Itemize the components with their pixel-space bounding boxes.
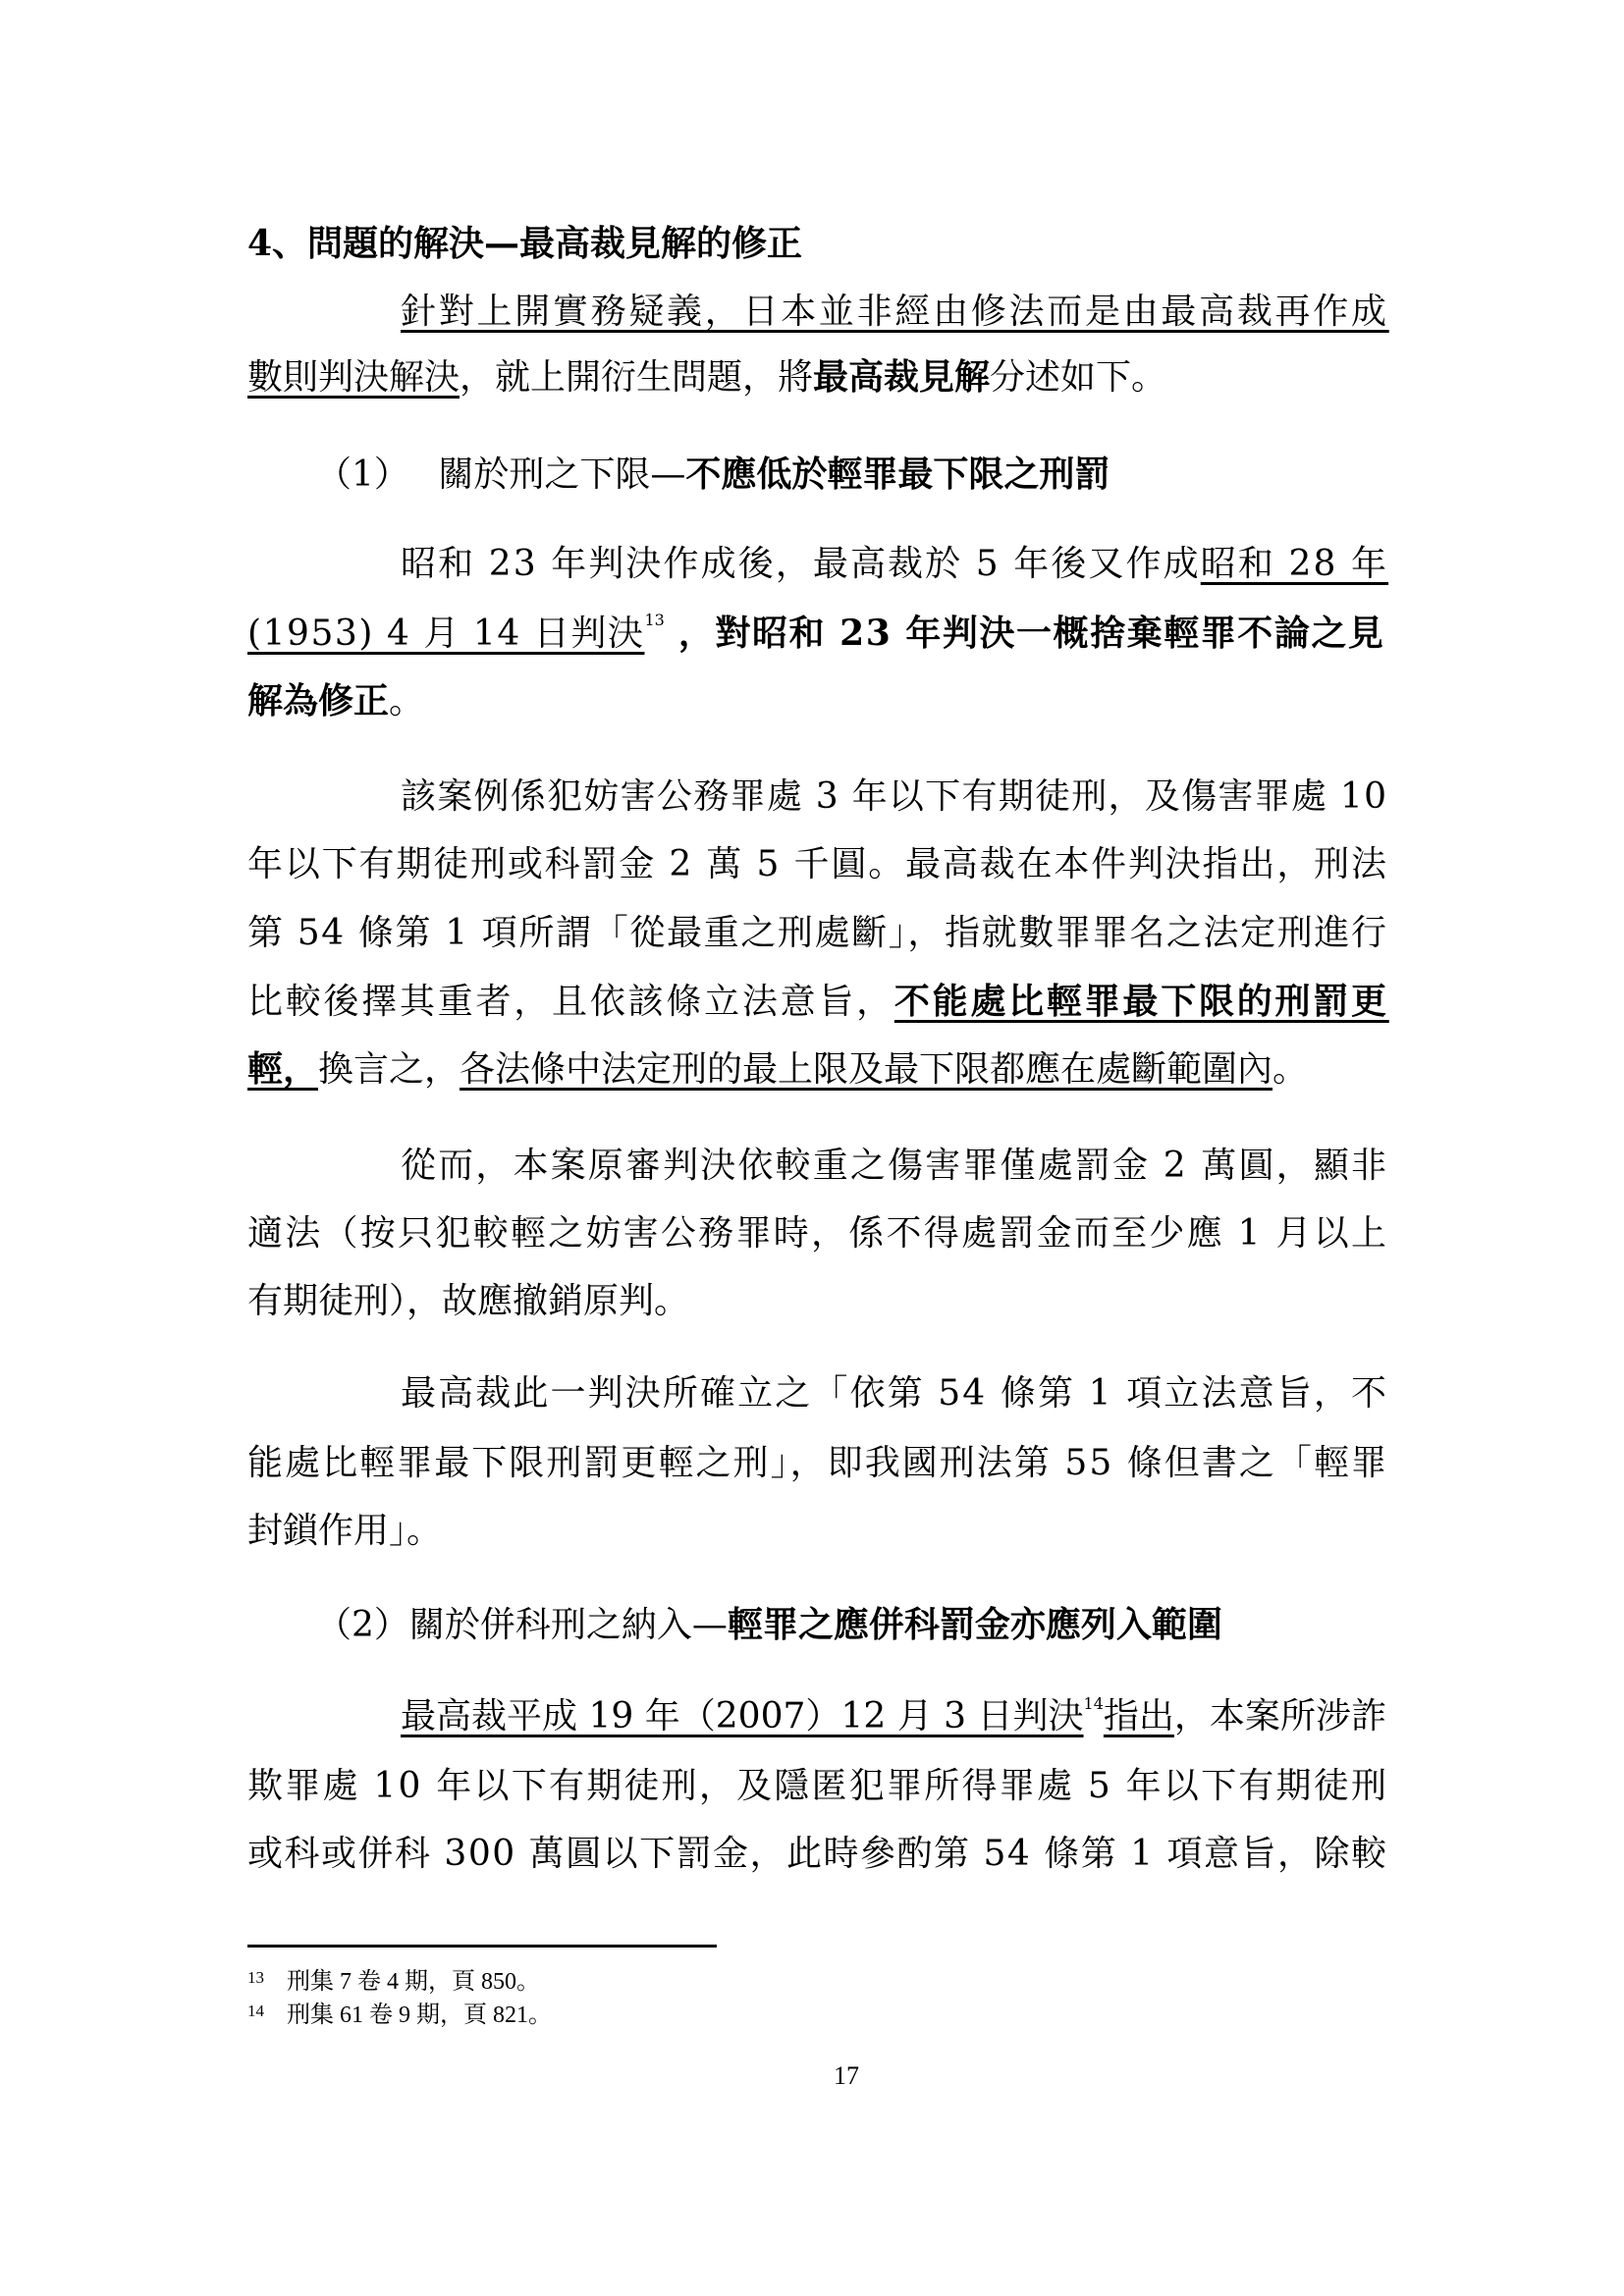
text-line	[247, 837, 1386, 892]
text-segment: 針對上開實務疑義，日本並非經由修法而是由最高裁再作成	[401, 292, 1389, 332]
text-segment: 或科或併科 300 萬圓以下罰金，此時參酌第 54 條第 1 項意旨，除較	[247, 1834, 1388, 1874]
text-line	[247, 1504, 1386, 1559]
footnote-text: 刑集 61 卷 9 期，頁 821。	[287, 2002, 552, 2028]
text-segment: 4、問題的解決—最高裁見解的修正	[247, 223, 803, 264]
text-line	[247, 349, 1386, 404]
text-segment: 欺罪處 10 年以下有期徒刑，及隱匿犯罪所得罪處 5 年以下有期徒刑	[247, 1766, 1389, 1806]
footnote-reference: 14	[1083, 1694, 1104, 1713]
text-segment: 指出	[1103, 1696, 1174, 1736]
text-segment: ，對昭和 23 年判決一概捨棄輕罪不論之見	[664, 613, 1385, 654]
text-segment: 分述如下。	[990, 357, 1167, 398]
text-line	[401, 1366, 1389, 1421]
text-line	[401, 1689, 1386, 1744]
text-segment: ，就上開衍生問題，將	[460, 357, 814, 398]
page-number: 17	[834, 2061, 859, 2090]
text-segment: 封鎖作用」。	[247, 1511, 443, 1551]
text-segment: 年以下有期徒刑或科罰金 2 萬 5 千圓。最高裁在本件判決指出，刑法	[247, 844, 1388, 884]
text-segment: （1） 關於刑之下限—	[316, 454, 686, 495]
text-line	[247, 606, 1386, 661]
text-line	[247, 1041, 1386, 1096]
text-line	[247, 1827, 1386, 1882]
text-segment: 換言之，	[318, 1049, 460, 1090]
text-segment: 不能處比輕罪最下限的刑罰更	[893, 981, 1389, 1022]
text-segment: 。	[1272, 1049, 1309, 1090]
text-segment: 從而，本案原審判決依較重之傷害罪僅處罰金 2 萬圓，顯非	[401, 1146, 1389, 1186]
subsection-heading	[316, 1597, 1386, 1652]
footnote-text: 刑集 7 卷 4 期，頁 850。	[287, 1969, 540, 1995]
text-line	[401, 285, 1389, 340]
text-line	[247, 906, 1386, 961]
text-segment: 有期徒刑），故應撤銷原判。	[247, 1281, 690, 1321]
text-segment: 最高裁此一判決所確立之「依第 54 條第 1 項立法意旨，不	[401, 1373, 1389, 1414]
text-segment: 昭和 23 年判決作成後，最高裁於 5 年後又作成	[401, 544, 1201, 584]
text-line	[247, 974, 1389, 1029]
footnote-reference: 13	[644, 611, 665, 629]
text-segment: 能處比輕罪最下限刑罰更輕之刑」，即我國刑法第 55 條但書之「輕罪	[247, 1443, 1389, 1483]
text-line	[401, 537, 1389, 592]
text-segment: 該案例係犯妨害公務罪處 3 年以下有期徒刑，及傷害罪處 10	[401, 776, 1388, 817]
text-line	[401, 1139, 1389, 1194]
subsection-heading	[316, 447, 1386, 502]
text-segment: ，本案所涉詐	[1173, 1696, 1386, 1736]
text-segment: 最高裁平成 19 年（2007）12 月 3 日判決	[401, 1696, 1084, 1736]
text-segment: 昭和 28 年	[1200, 544, 1389, 584]
text-segment: 最高裁見解	[813, 356, 991, 398]
text-line	[247, 1436, 1389, 1491]
text-segment: 比較後擇其重者，且依該條立法意旨，	[247, 982, 894, 1022]
text-segment: （2）關於併科刑之納入—	[316, 1605, 728, 1645]
text-segment: 不應低於輕罪最下限之刑罰	[685, 454, 1110, 495]
text-segment: 適法（按只犯較輕之妨害公務罪時，係不得處罰金而至少應 1 月以上	[247, 1213, 1389, 1254]
text-segment: 輕，	[247, 1048, 319, 1090]
text-line	[247, 1274, 1386, 1329]
footnote-number: 14	[247, 2002, 264, 2020]
text-segment: 。	[389, 681, 425, 721]
footnote-separator	[247, 1945, 717, 1948]
text-line	[401, 770, 1386, 825]
text-line	[247, 673, 1386, 728]
text-line	[247, 1206, 1389, 1261]
section-heading	[247, 216, 1386, 271]
footnote-number: 13	[247, 1968, 264, 1987]
text-segment: (1953) 4 月 14 日判決	[247, 614, 645, 654]
text-segment: 輕罪之應併科罰金亦應列入範圍	[727, 1604, 1222, 1645]
text-segment: 解為修正	[247, 680, 390, 721]
footnote-13	[247, 1967, 540, 1997]
text-segment: 第 54 條第 1 項所謂「從最重之刑處斷」，指就數罪罪名之法定刑進行	[247, 913, 1388, 953]
text-segment: 數則判決解決	[247, 357, 460, 398]
footnote-14	[247, 2001, 552, 2030]
text-segment: 各法條中法定刑的最上限及最下限都應在處斷範圍內	[460, 1049, 1273, 1090]
text-line	[247, 1759, 1389, 1814]
